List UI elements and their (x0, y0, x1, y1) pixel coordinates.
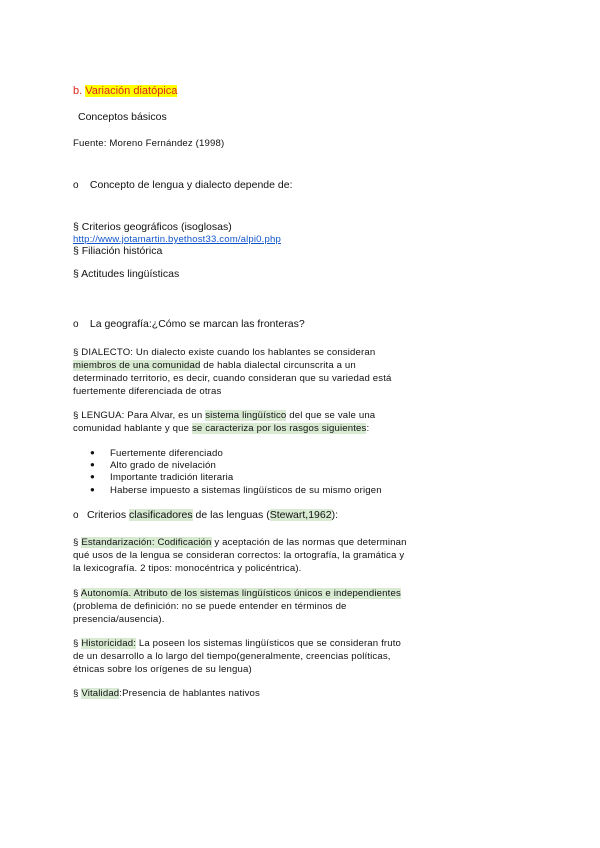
dialecto-line-2 (73, 360, 356, 373)
dialecto-highlight: miembros de una comunidad (73, 360, 201, 371)
section-mark: § (73, 638, 82, 649)
historicidad-line-1-b: La poseen los sistemas lingüísticos que se consideran fruto (136, 638, 402, 649)
lengua-line-2 (73, 423, 369, 436)
concept-item (73, 179, 293, 192)
lengua-line-2-b: : (366, 423, 370, 434)
stewart-highlight: Stewart,1962 (269, 509, 332, 521)
vitalidad-line (73, 688, 260, 701)
lengua-line-1 (73, 410, 375, 423)
trait-text: Alto grado de nivelación (110, 460, 217, 471)
estandarizacion-line-3: la lexicografía. 2 tipos: monocéntrica y policéntrica). (73, 563, 302, 574)
vitalidad-text: :Presencia de hablantes nativos (119, 688, 260, 699)
section-subtitle: Conceptos básicos (78, 111, 167, 123)
criterion-geographic: § Criterios geográficos (isoglosas) (73, 221, 232, 233)
trait-text: Fuertemente diferenciado (110, 448, 223, 459)
hollow-bullet-icon: o (73, 180, 79, 191)
section-letter: b. (73, 85, 83, 97)
dialecto-line-3: determinado territorio, es decir, cuando consideran que su variedad está (73, 373, 392, 384)
autonomia-line-2: (problema de definición: no se puede entender en términos de (73, 601, 347, 612)
trait-text: Importante tradición literaria (110, 472, 234, 483)
hollow-bullet-icon: o (73, 510, 79, 521)
lengua-line-1-a: § LENGUA: Para Alvar, es un (73, 410, 206, 421)
dialecto-line-4: fuertemente diferenciada de otras (73, 386, 222, 397)
hollow-bullet-icon: o (73, 319, 79, 330)
trait-text: Haberse impuesto a sistemas lingüísticos de su mismo origen (110, 485, 382, 496)
lengua-highlight-system: sistema lingüístico (205, 410, 287, 421)
lengua-line-2-a: comunidad hablante y que (73, 423, 192, 434)
dialecto-line-2-rest: de habla dialectal circunscrita a un (200, 360, 356, 371)
autonomia-highlight: Autonomía. Atributo de los sistemas lingüísticos únicos e independientes (80, 588, 401, 599)
criterion-attitudes: § Actitudes lingüísticas (73, 268, 180, 280)
historicidad-line-2: de un desarrollo a lo largo del tiempo(generalmente, creencias políticas, (73, 651, 391, 662)
autonomia-line-3: presencia/ausencia). (73, 614, 165, 625)
isoglosas-link-text[interactable]: http://www.jotamartin.byethost33.com/alpi0.php (73, 234, 281, 245)
historicidad-highlight: Historicidad: (81, 638, 137, 649)
criterion-filiation: § Filiación histórica (73, 245, 163, 257)
vitalidad-highlight: Vitalidad (81, 688, 120, 699)
section-mark: § (73, 688, 82, 699)
list-item (90, 484, 382, 498)
classifiers-text-a: Criterios (87, 509, 130, 521)
section-mark: § (73, 588, 81, 599)
estandarizacion-line-1 (73, 537, 407, 550)
historicidad-line-3: étnicas sobre los orígenes de su lengua) (73, 664, 252, 675)
bullet-dot-icon: ● (90, 448, 95, 457)
bullet-dot-icon: ● (90, 472, 95, 481)
geography-item (73, 318, 305, 331)
concept-text: Concepto de lengua y dialecto depende de: (89, 179, 293, 191)
section-mark: § (73, 537, 82, 548)
list-item (90, 471, 233, 485)
classifiers-item (73, 509, 338, 522)
estandarizacion-line-2: qué usos de la lengua se consideran correctos: la ortografía, la gramática y (73, 550, 405, 561)
geography-text: La geografía:¿Cómo se marcan las fronteras? (89, 318, 305, 330)
estandarizacion-highlight: Estandarización: Codificación (81, 537, 212, 548)
dialecto-line-1: § DIALECTO: Un dialecto existe cuando los hablantes se consideran (73, 347, 376, 358)
lengua-highlight-traits: se caracteriza por los rasgos siguientes (191, 423, 367, 434)
classifiers-text-b: de las lenguas ( (192, 509, 270, 521)
bullet-dot-icon: ● (90, 460, 95, 469)
bullet-dot-icon: ● (90, 485, 95, 494)
source-citation: Fuente: Moreno Fernández (1998) (73, 138, 225, 149)
classifiers-highlight: clasificadores (129, 509, 193, 521)
estandarizacion-line-1-b: y aceptación de las normas que determinan (211, 537, 407, 548)
lengua-line-1-b: del que se vale una (286, 410, 376, 421)
historicidad-line-1 (73, 638, 401, 651)
section-heading (73, 85, 177, 98)
section-title: Variación diatópica (85, 85, 178, 97)
classifiers-text-c: ): (331, 509, 338, 521)
autonomia-line-1 (73, 588, 401, 601)
